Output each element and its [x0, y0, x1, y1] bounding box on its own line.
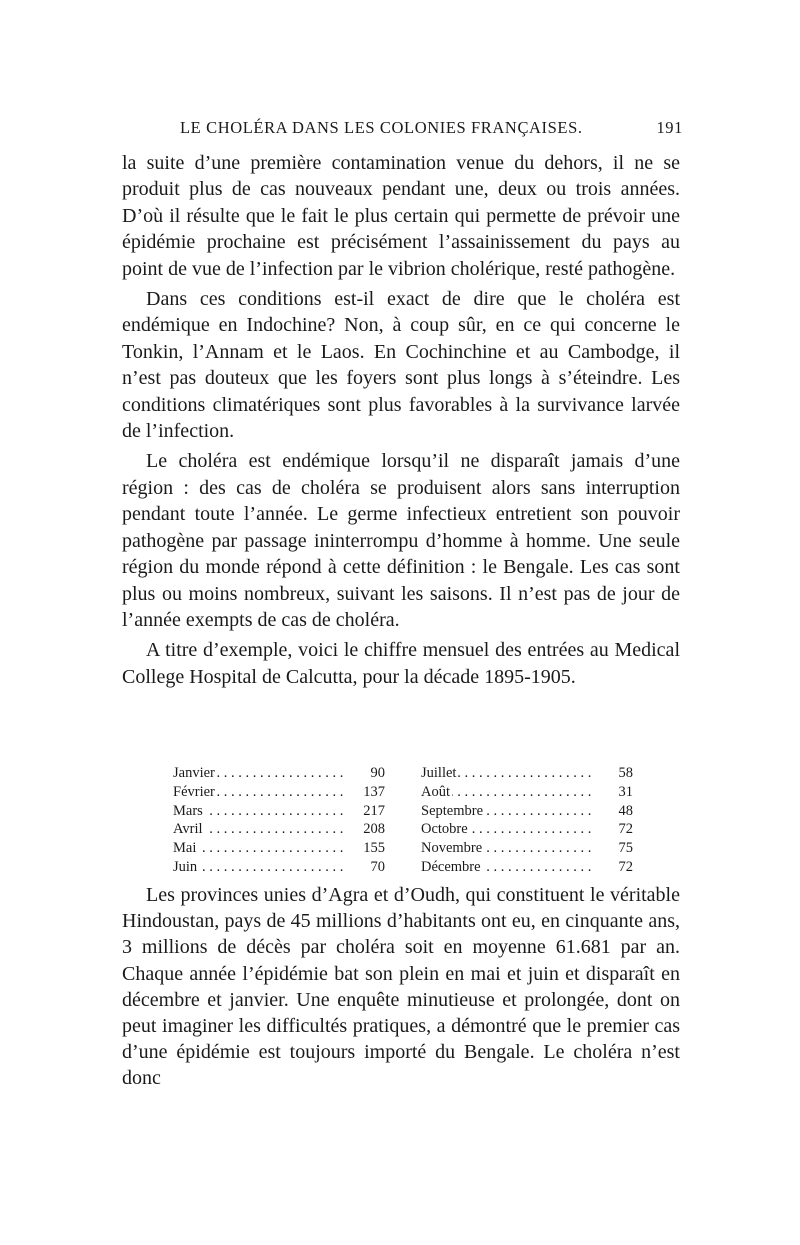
table-row: [173, 802, 385, 821]
month-value: 58: [599, 764, 633, 783]
paragraph-indochine: Dans ces conditions est-il exact de dire que le choléra est endémique en Indochine? Non, à coup sûr, en ce qui concerne le Tonkin, l’Annam et le Laos. En Cochinchine et au Cambodge, il n’est pas douteux que les foyers sont plus longs à s’éteindre. Les conditions climatériques sont plus favorables à la survivance larvée de l’infection.: [122, 288, 680, 443]
table-row: [173, 783, 385, 802]
month-name: Février: [173, 783, 215, 800]
body-text: [122, 150, 680, 690]
table-row: [421, 764, 633, 783]
table-row: [421, 783, 633, 802]
paragraph-continuation: la suite d’une première contamination venue du dehors, il ne se produit plus de cas nouveaux pendant une, deux ou trois années. D’où il résulte que le fait le plus certain qui permette de prévoir une épidémie prochaine est précisément l’assainissement du pays au point de vue de l’infection par le vibrion cholérique, resté pathogène.: [122, 152, 680, 280]
table-row: [421, 802, 633, 821]
table-row: [421, 839, 633, 858]
month-value: 217: [351, 802, 385, 821]
table-column-right: [421, 764, 633, 877]
month-name: Novembre: [421, 840, 483, 857]
dot-leader: [173, 839, 345, 858]
page-number: 191: [656, 118, 683, 137]
month-name: Octobre: [421, 821, 468, 838]
table-row: [173, 839, 385, 858]
month-value: 90: [351, 764, 385, 783]
table-row: [421, 858, 633, 877]
table-column-left: [173, 764, 385, 877]
paragraph-endemic-definition: Le choléra est endémique lorsqu’il ne disparaît jamais d’une région : des cas de choléra se produisent alors sans interruption pendant toute l’année. Le germe infectieux entretient son pouvoir pathogène par passage ininterrompu d’homme à homme. Une seule région du monde répond à cette définition : le Bengale. Les cas sont plus ou moins nombreux, suivant les saisons. Il n’est pas de jour de l’année exempts de cas de choléra.: [122, 450, 680, 631]
month-name: Juin: [173, 858, 198, 875]
month-name: Mai: [173, 840, 197, 857]
paragraph-calcutta-intro: A titre d’exemple, voici le chiffre mensuel des entrées au Medical College Hospital de Calcutta, pour la décade 1895-1905.: [122, 639, 680, 688]
running-title: LE CHOLÉRA DANS LES COLONIES FRANÇAISES.: [180, 118, 583, 137]
month-name: Juillet: [421, 765, 457, 781]
table-row: [173, 764, 385, 783]
month-value: 208: [351, 820, 385, 839]
month-name: Août: [421, 783, 450, 800]
month-value: 48: [599, 802, 633, 821]
month-name: Septembre: [421, 802, 484, 819]
table-row: [421, 820, 633, 839]
paragraph-agra-oudh: Les provinces unies d’Agra et d’Oudh, qui constituent le véritable Hindoustan, pays de 45 millions d’habitants ont eu, en cinquante ans, 3 millions de décès par choléra soit en moyenne 61.681 par an. Chaque année l’épidémie bat son plein en mai et juin et disparaît en décembre et janvier. Une enquête minutieuse et prolongée, dont on peut imaginer les difficultés pratiques, a démontré que le premier cas d’une épidémie est toujours importé du Bengale. Le choléra n’est donc: [122, 884, 680, 1090]
month-value: 75: [599, 839, 633, 858]
month-value: 137: [351, 783, 385, 802]
body-text-continued: [122, 882, 680, 1092]
month-value: 72: [599, 820, 633, 839]
month-value: 155: [351, 839, 385, 858]
month-value: 70: [351, 858, 385, 877]
month-name: Avril: [173, 821, 203, 838]
table-row: [173, 858, 385, 877]
table-row: [173, 820, 385, 839]
month-name: Décembre: [421, 858, 481, 875]
month-name: Janvier: [173, 765, 215, 781]
month-value: 31: [599, 783, 633, 802]
month-name: Mars: [173, 802, 203, 819]
month-value: 72: [599, 858, 633, 877]
